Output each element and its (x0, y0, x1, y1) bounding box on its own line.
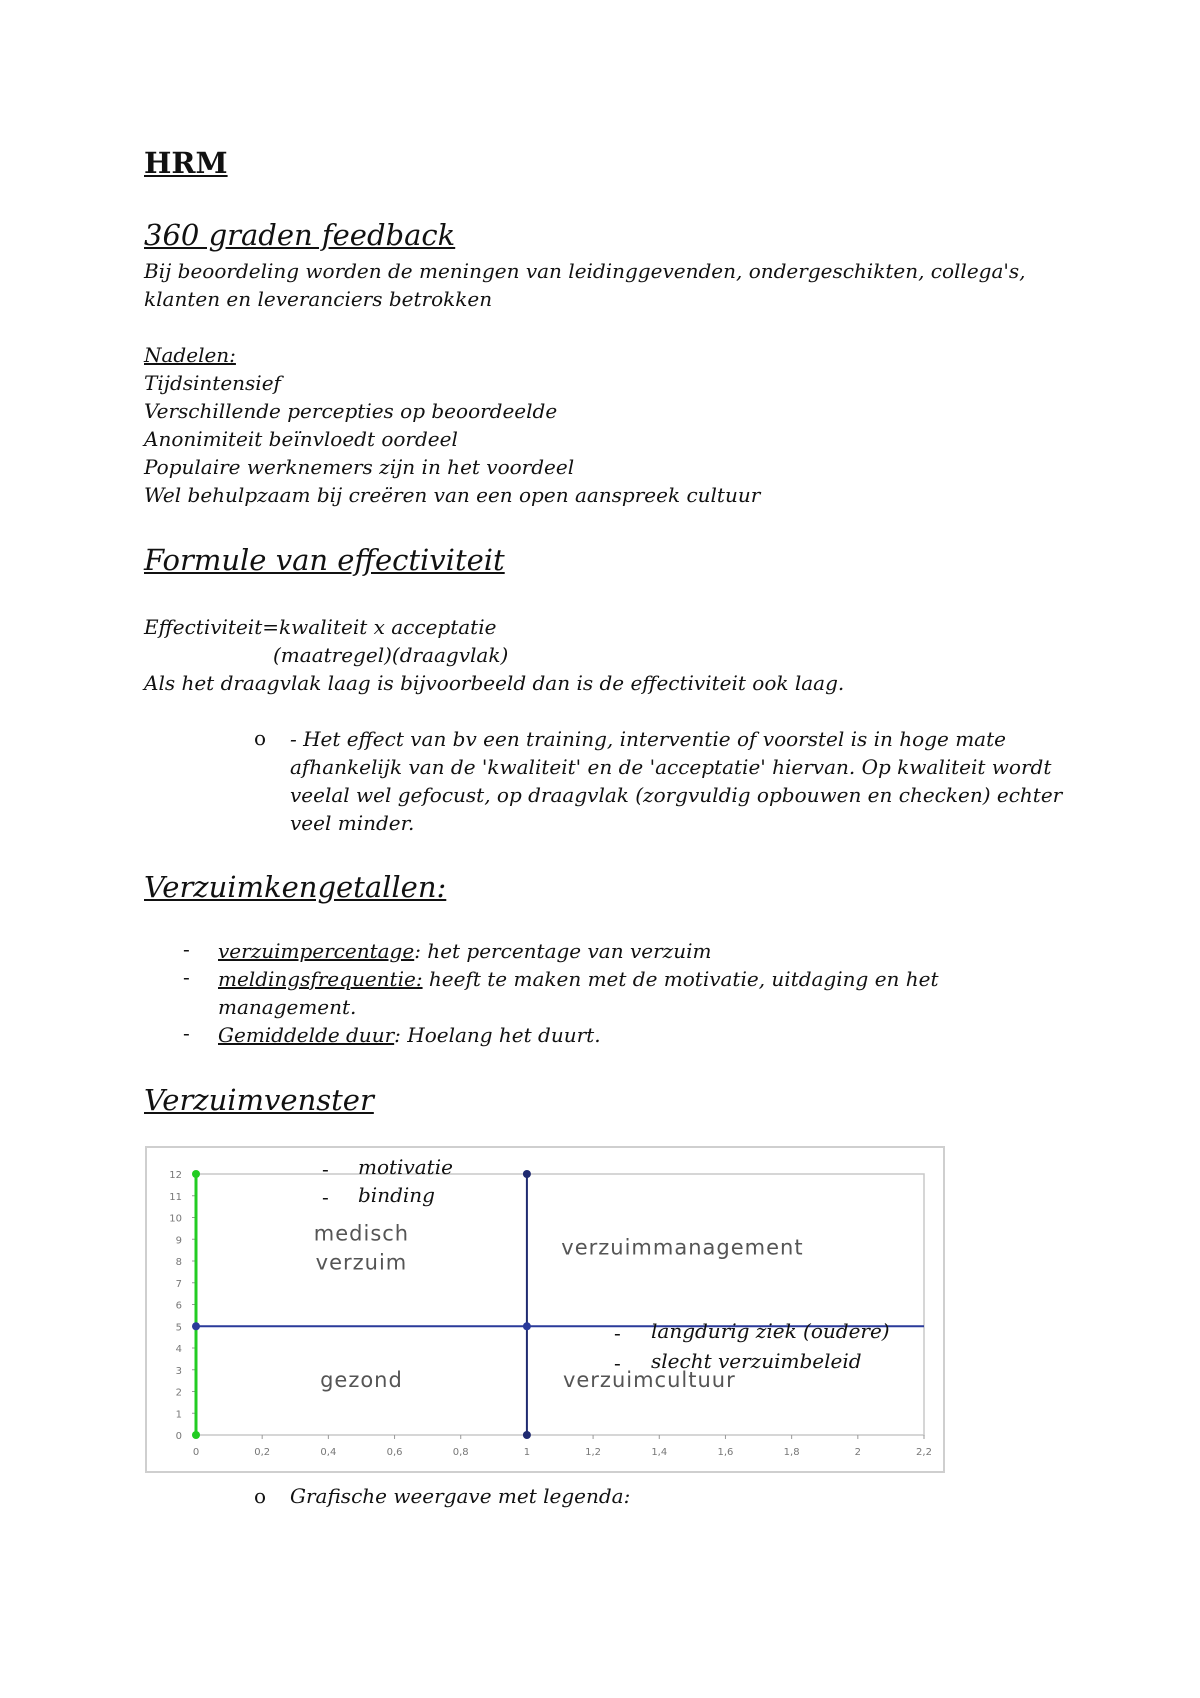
verzuimvenster-chart (145, 1146, 945, 1473)
series-point (523, 1170, 531, 1178)
series-point (192, 1431, 200, 1439)
nadelen-item: Tijdsintensief (144, 371, 281, 395)
y-tick-label: 9 (175, 1235, 182, 1247)
y-tick-label: 8 (175, 1257, 182, 1268)
x-tick-label: 1,2 (585, 1447, 602, 1458)
series-point (523, 1431, 531, 1439)
x-tick-label: 0,8 (452, 1447, 469, 1458)
quadrant-label: medisch (313, 1221, 410, 1246)
list-text: het percentage van verzuim (420, 939, 712, 963)
formula-line: Effectiviteit=kwaliteit x acceptatie (144, 615, 497, 639)
chart-overlay-item: langdurig ziek (oudere) (651, 1319, 890, 1343)
heading-360-feedback: 360 graden feedback (144, 218, 456, 252)
y-tick-label: 10 (169, 1213, 182, 1225)
quadrant-label: verzuim (315, 1250, 408, 1275)
dash-bullet-icon: - (183, 937, 190, 961)
list-term: Gemiddelde duur (218, 1023, 395, 1047)
y-tick-label: 0 (175, 1431, 182, 1442)
chart-caption: Grafische weergave met legenda: (290, 1484, 631, 1508)
y-tick-label: 5 (175, 1322, 182, 1334)
text-line: Als het draagvlak laag is bijvoorbeeld dan is de effectiviteit ook laag. (144, 671, 845, 695)
quadrant-label: gezond (320, 1368, 403, 1393)
text-line: klanten en leveranciers betrokken (144, 287, 493, 311)
x-tick-label: 1,4 (651, 1447, 668, 1458)
y-tick-label: 7 (175, 1278, 182, 1290)
x-tick-label: 0,6 (386, 1447, 403, 1458)
x-tick-label: 0,2 (254, 1447, 271, 1458)
dash-bullet-icon: - (614, 1351, 621, 1375)
y-tick-label: 6 (175, 1300, 182, 1312)
list-text: heeft te maken met de motivatie, uitdaging en het (422, 967, 939, 991)
document-title: HRM (144, 146, 228, 180)
circle-bullet-icon: o (254, 726, 267, 750)
quadrant-label: verzuimcultuur (562, 1368, 736, 1393)
dash-bullet-icon: - (183, 1021, 190, 1045)
heading-verzuimvenster: Verzuimvenster (144, 1083, 374, 1117)
list-sep: : (414, 939, 421, 963)
text-line: Bij beoordeling worden de meningen van leidinggevenden, ondergeschikten, collega's, (144, 259, 1026, 283)
x-tick-label: 1,6 (717, 1447, 734, 1458)
quadrant-label: verzuimmanagement (561, 1235, 804, 1260)
y-tick-label: 12 (169, 1170, 182, 1181)
chart-overlay-item: motivatie (358, 1155, 453, 1179)
x-tick-label: 1 (523, 1447, 531, 1458)
formula-subline: (maatregel)(draagvlak) (273, 643, 509, 667)
heading-verzuimkengetallen: Verzuimkengetallen: (144, 870, 447, 904)
x-tick-label: 2 (854, 1447, 862, 1458)
chart-overlay-item: slecht verzuimbeleid (651, 1349, 862, 1373)
chart-svg (147, 1148, 943, 1471)
heading-formule-effectiviteit: Formule van effectiviteit (144, 543, 505, 577)
series-point (523, 1322, 531, 1330)
dash-bullet-icon: - (183, 965, 190, 989)
bullet-paragraph: - Het effect van bv een training, interventie of voorstel is in hoge mate afhankelijk van de 'kwaliteit' en de 'acceptatie' hiervan. Op kwaliteit wordt veelal wel gefocust, op draagvlak (zorgvuldig opbouwen en checken) echter veel minder. (290, 727, 1063, 835)
x-tick-label: 0,4 (320, 1447, 337, 1458)
dash-bullet-icon: - (614, 1321, 621, 1345)
list-item (218, 965, 939, 993)
y-tick-label: 11 (169, 1191, 182, 1203)
list-item-continuation: management. (218, 995, 357, 1019)
nadelen-item: Populaire werknemers zijn in het voordeel (144, 455, 575, 479)
series-point (192, 1170, 200, 1178)
list-term: meldingsfrequentie: (218, 967, 423, 991)
nadelen-item: Wel behulpzaam bij creëren van een open aanspreek cultuur (144, 483, 761, 507)
x-tick-label: 2,2 (916, 1447, 932, 1458)
circle-bullet-icon: o (254, 1484, 267, 1508)
chart-overlay-item: binding (358, 1183, 435, 1207)
x-tick-label: 1,8 (783, 1447, 800, 1458)
list-sep: : (394, 1023, 401, 1047)
dash-bullet-icon: - (322, 1157, 329, 1181)
x-tick-label: 0 (192, 1447, 200, 1458)
nadelen-item: Verschillende percepties op beoordeelde (144, 399, 558, 423)
y-tick-label: 3 (175, 1365, 182, 1377)
list-term: verzuimpercentage (218, 939, 415, 963)
list-item (218, 1021, 601, 1049)
list-item (218, 937, 711, 965)
y-tick-label: 2 (175, 1387, 182, 1399)
series-point (192, 1322, 200, 1330)
dash-bullet-icon: - (322, 1185, 329, 1209)
plot-frame (196, 1174, 924, 1435)
y-tick-label: 1 (175, 1409, 182, 1421)
y-tick-label: 4 (175, 1344, 182, 1355)
nadelen-heading: Nadelen: (144, 343, 236, 367)
nadelen-item: Anonimiteit beïnvloedt oordeel (144, 427, 458, 451)
list-text: Hoelang het duurt. (400, 1023, 601, 1047)
